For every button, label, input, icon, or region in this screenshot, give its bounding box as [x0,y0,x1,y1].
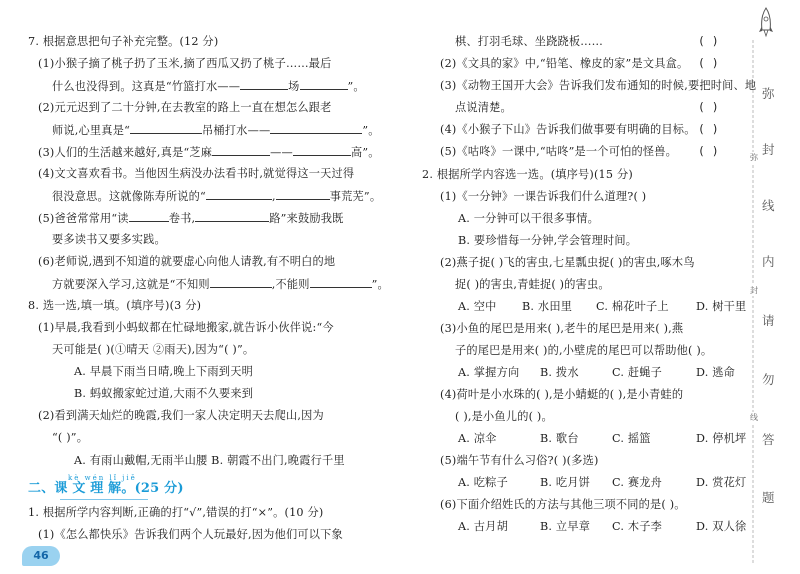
fold-small-char: 弥 [750,153,758,162]
q2-p1-opt-b: B. 要珍惜每一分钟,学会管理时间。 [458,234,638,247]
fold-small-char: 封 [750,286,758,295]
q2-title: 2. 根据所学内容选一选。(填序号)(15 分) [422,168,633,181]
q2-p6-options: A. 古月胡 B. 立早章 C. 木子李 D. 双人徐 [458,520,747,533]
q2-p6: (6)下面介绍姓氏的方法与其他三项不同的是( )。 [440,498,686,511]
page-number: 46 [22,546,60,566]
answer-paren[interactable]: ( ) [698,35,719,48]
q8-s2b: “( )”。 [52,431,89,444]
judge-q1-s1: (1)《怎么都快乐》告诉我们两个人玩最好,因为他们可以下象 [38,528,343,541]
q2-p2-options: A. 空中 B. 水田里 C. 棉花叶子上 D. 树干里 [458,300,747,313]
answer-paren[interactable]: ( ) [698,101,719,114]
q2-p1: (1)《一分钟》一课告诉我们什么道理?( ) [440,190,647,203]
q7-s6b: 方就要深入学习,这就是“不知则 ,不能则 ”。 [52,278,389,291]
judge-q1-title: 1. 根据所学内容判断,正确的打“√”,错误的打“×”。(10 分) [28,506,324,519]
q7-s4a: (4)文文喜欢看书。当他因生病没办法看书时,就觉得这一天过得 [38,167,355,180]
q8-title: 8. 选一选,填一填。(填序号)(3 分) [28,299,202,312]
q2-p2b: 捉( )的害虫,青蛙捉( )的害虫。 [455,278,610,291]
judge-s4: (4)《小猴子下山》告诉我们做事要有明确的目标。 [440,123,696,136]
q7-s1b: 什么也没得到。这真是“竹篮打水—— 场 ”。 [52,80,365,93]
section-2-title: 二、课 文 理 解。(25 分) [28,481,184,496]
fold-char: 封 [762,142,775,157]
fold-char: 线 [762,198,775,213]
judge-s5: (5)《咕咚》一课中,“咕咚”是一个可怕的怪兽。 [440,145,678,158]
fold-char: 内 [762,254,775,269]
q2-p3b: 子的尾巴是用来( )的,小壁虎的尾巴可以帮助他( )。 [455,344,713,357]
q8-opt-b: B. 蚂蚁搬家蛇过道,大雨不久要来到 [74,387,254,400]
judge-s2: (2)《文具的家》中,“铅笔、橡皮的家”是文具盒。 [440,57,689,70]
answer-paren[interactable]: ( ) [698,123,719,136]
q2-p5-options: A. 吃粽子 B. 吃月饼 C. 赛龙舟 D. 赏花灯 [458,476,747,489]
q7-s6a: (6)老师说,遇到不知道的就要虚心向他人请教,有不明白的地 [38,255,336,268]
fold-char: 弥 [762,86,775,101]
fold-char: 题 [762,490,775,505]
fold-char: 勿 [762,372,775,387]
q2-p3a: (3)小鱼的尾巴是用来( ),老牛的尾巴是用来( ),燕 [440,322,684,335]
q7-s2a: (2)元元迟到了二十分钟,在去教室的路上一直在想怎么跟老 [38,101,332,114]
section-title-underline [60,499,148,500]
q8-s1b: 天可能是( )(①晴天 ②雨天),因为“( )”。 [52,343,255,356]
q8-opt-a: A. 早晨下雨当日晴,晚上下雨到天明 [74,365,253,378]
q2-p4a: (4)荷叶是小水珠的( ),是小蜻蜓的( ),是小青蛙的 [440,388,684,401]
answer-paren[interactable]: ( ) [698,145,719,158]
q7-title: 7. 根据意思把句子补充完整。(12 分) [28,35,219,48]
judge-s1-cont: 棋、打羽毛球、坐跷跷板…… [455,35,604,48]
q8-s2a: (2)看到满天灿烂的晚霞,我们一家人决定明天去爬山,因为 [38,409,324,422]
q7-s5b: 要多读书又要多实践。 [52,233,166,246]
q8-s2-options: A. 有雨山戴帽,无雨半山腰 B. 朝霞不出门,晚霞行千里 [74,454,345,467]
answer-paren[interactable]: ( ) [698,57,719,70]
q2-p1-opt-a: A. 一分钟可以干很多事情。 [458,212,600,225]
fold-char: 答 [762,432,775,447]
q2-p2a: (2)燕子捉( )飞的害虫,七星瓢虫捉( )的害虫,啄木鸟 [440,256,695,269]
q7-s2b: 师说,心里真是“ 吊桶打水—— ”。 [52,124,380,137]
q2-p3-options: A. 掌握方向 B. 拨水 C. 赶蝇子 D. 逃命 [458,366,736,379]
fold-char: 请 [762,313,775,328]
q2-p4b: ( ),是小鱼儿的( )。 [455,410,553,423]
section-pinyin: kè wén lǐ jiě [68,474,137,482]
q7-s1a: (1)小猴子摘了桃子扔了玉米,摘了西瓜又扔了桃子……最后 [38,57,332,70]
q2-p5: (5)端午节有什么习俗?( )(多选) [440,454,599,467]
q7-s3: (3)人们的生活越来越好,真是“芝麻 —— 高”。 [38,146,380,159]
judge-s3a: (3)《动物王国开大会》告诉我们发布通知的时候,要把时间、地 [440,79,757,92]
q2-p4-options: A. 凉伞 B. 歌台 C. 摇篮 D. 停机坪 [458,432,747,445]
q7-s5a: (5)爸爸常常用“读 卷书, 路”来鼓励我既 [38,212,344,225]
q7-s4b: 很没意思。这就像陈寿所说的“ , 事荒芜”。 [52,190,382,203]
q8-s1a: (1)早晨,我看到小蚂蚁都在忙碌地搬家,就告诉小伙伴说:“今 [38,321,334,334]
rocket-icon [759,8,773,36]
judge-s3b: 点说清楚。 [455,101,512,114]
fold-small-char: 线 [750,413,758,422]
